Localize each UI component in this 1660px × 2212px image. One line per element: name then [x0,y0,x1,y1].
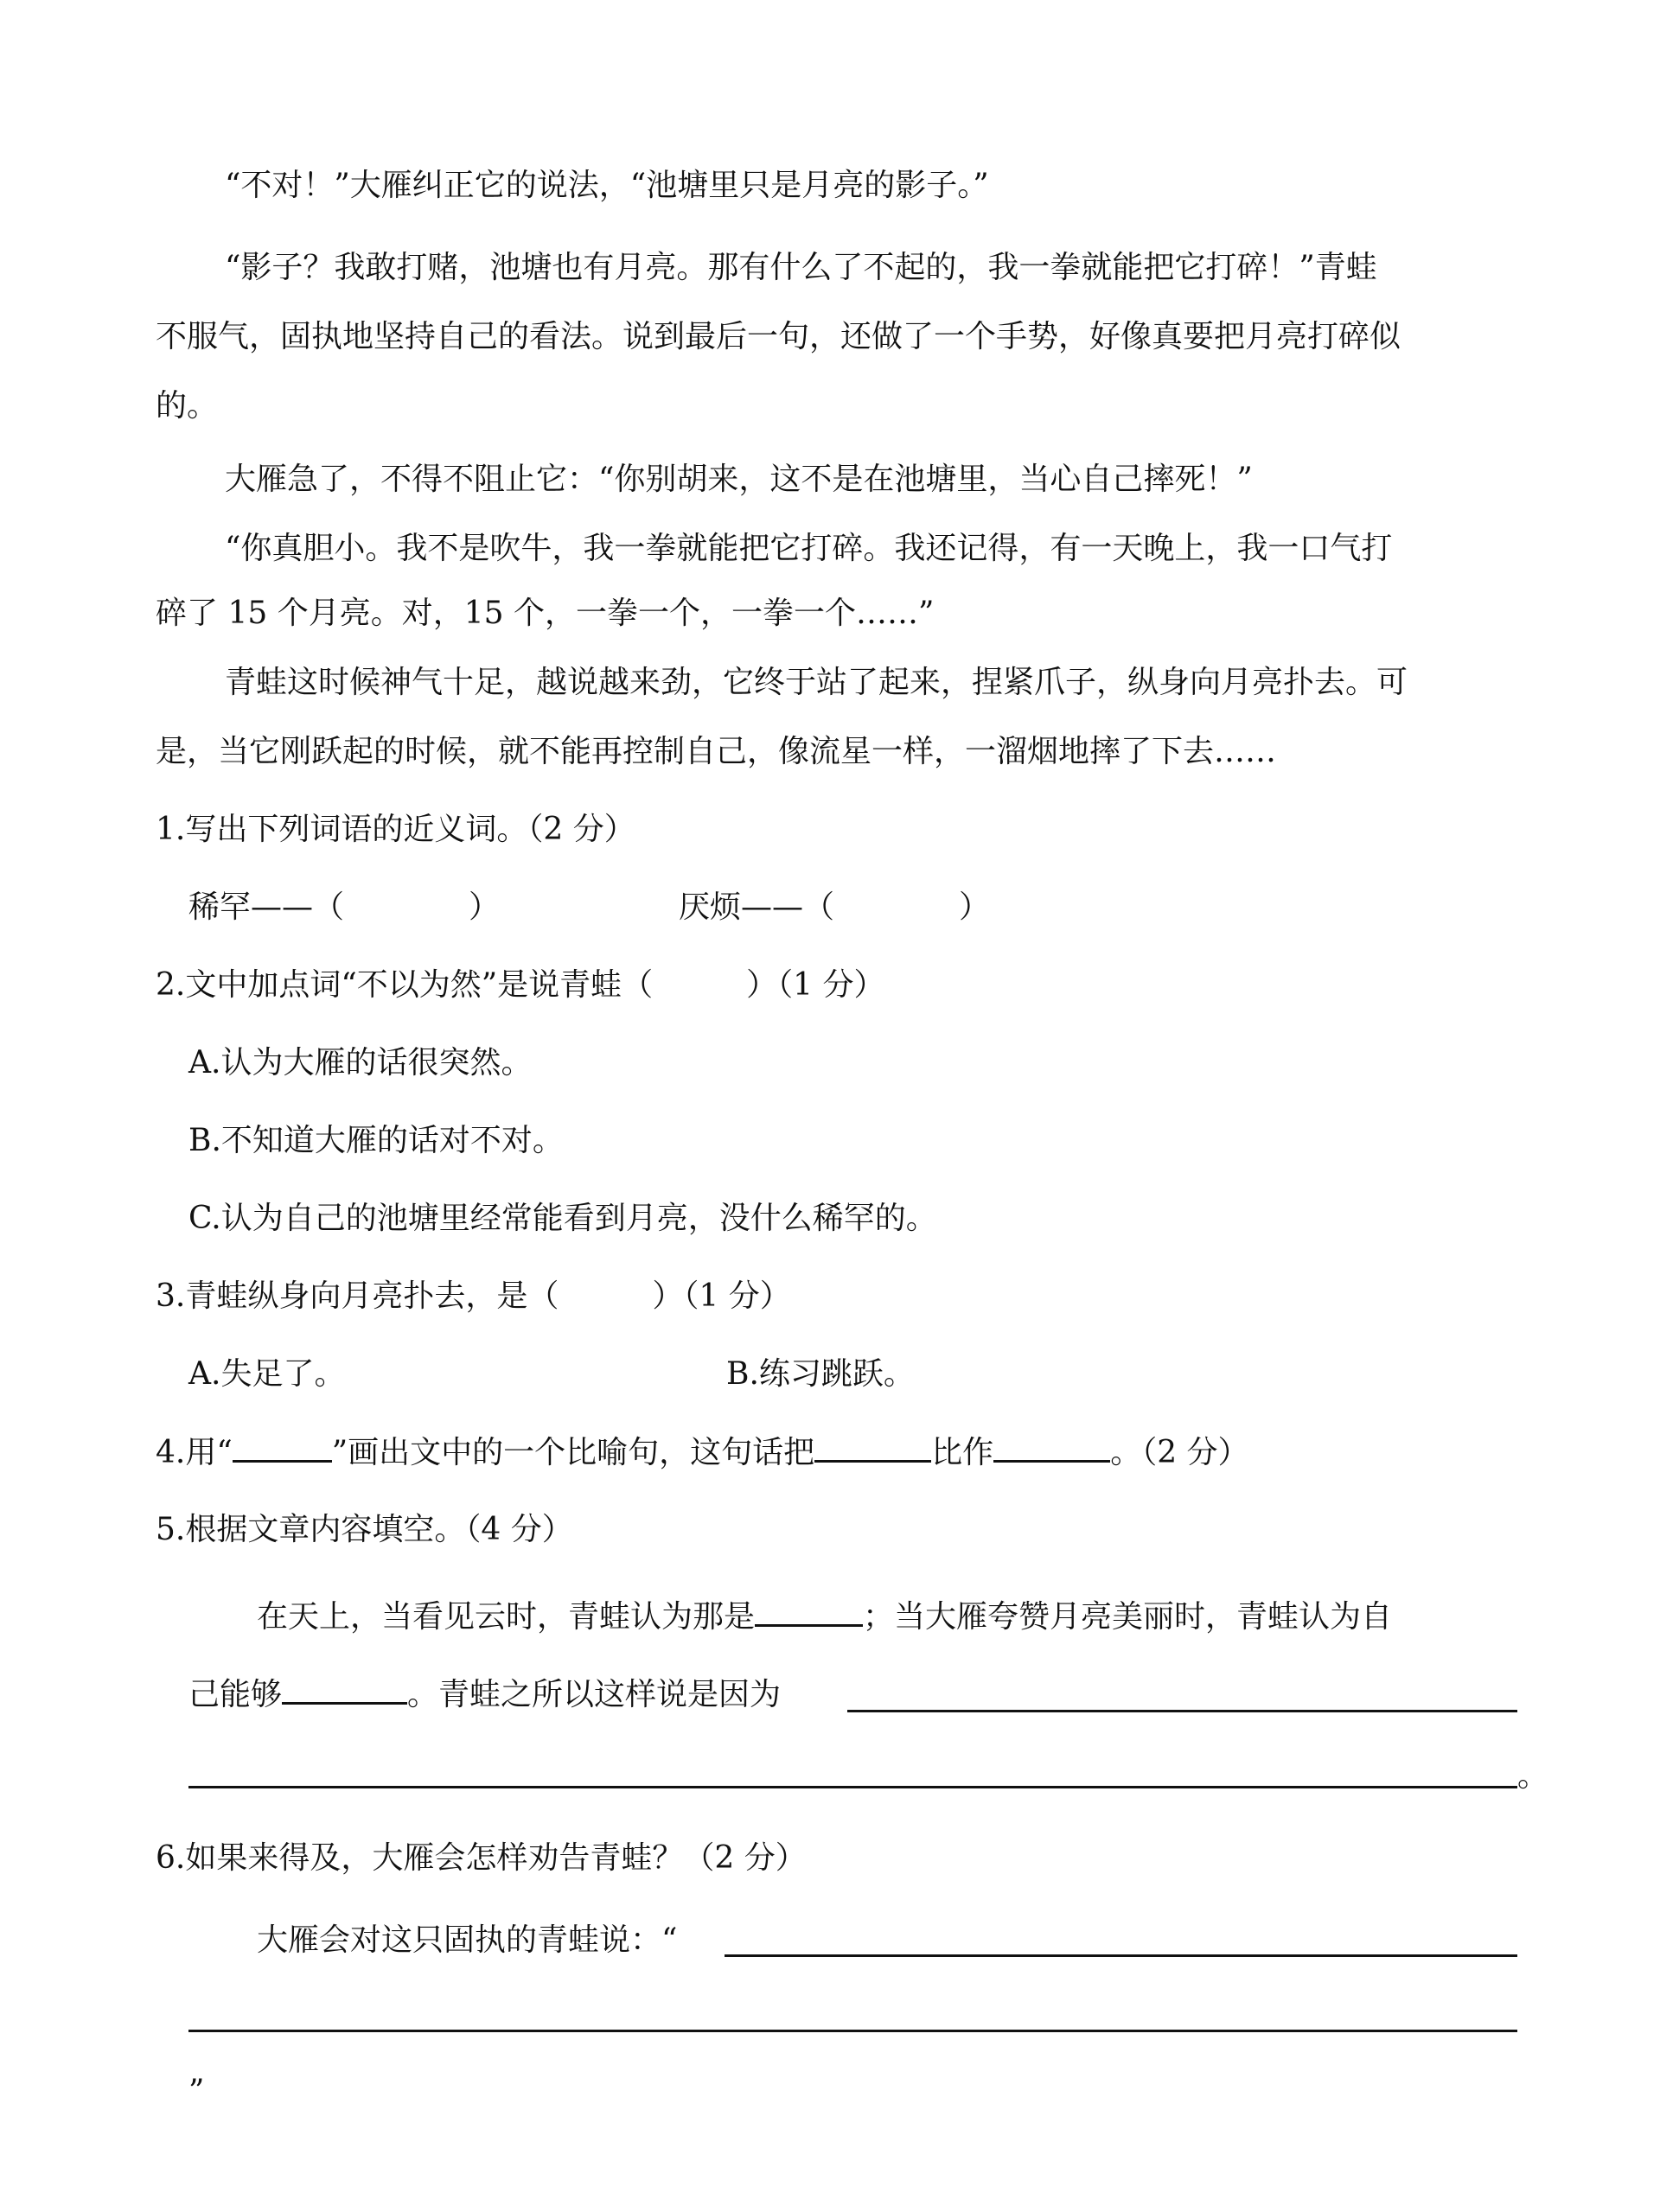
answer-blank-ability[interactable] [282,1673,407,1705]
underline-sample-blank[interactable] [233,1431,332,1463]
question-5-stem: 5.根据文章内容填空。（4 分） [156,1512,573,1547]
question-3-option-a[interactable]: A.失足了。 [188,1356,346,1392]
answer-blank-cloud[interactable] [755,1595,863,1627]
question-3-stem: 3.青蛙纵身向月亮扑去，是（ ）（1 分） [156,1278,791,1314]
passage-paragraph-4-line-2: 碎了 15 个月亮。对，15 个，一拳一个，一拳一个……” [156,596,935,631]
question-1-item-b[interactable]: 厌烦——（ ） [679,889,991,925]
question-4-text-2: ”画出文中的一个比喻句，这句话把 [331,1435,815,1470]
answer-blank-object[interactable] [993,1431,1110,1463]
passage-paragraph-2-line-2: 不服气，固执地坚持自己的看法。说到最后一句，还做了一个手势，好像真要把月亮打碎似 [156,319,1401,354]
answer-blank-subject[interactable] [814,1431,931,1463]
question-4-stem [156,1431,1249,1474]
passage-paragraph-1: “不对！”大雁纠正它的说法，“池塘里只是月亮的影子。” [225,168,989,203]
passage-paragraph-5-line-1: 青蛙这时候神气十足，越说越来劲，它终于站了起来，捏紧爪子，纵身向月亮扑去。可 [225,665,1408,700]
passage-paragraph-2-line-1: “影子？我敢打赌，池塘也有月亮。那有什么了不起的，我一拳就能把它打碎！”青蛙 [225,250,1377,285]
question-2-stem: 2.文中加点词“不以为然”是说青蛙（ ）（1 分） [156,967,885,1003]
answer-line-advice-continued[interactable] [188,2030,1517,2032]
passage-paragraph-3: 大雁急了，不得不阻止它：“你别胡来，这不是在池塘里，当心自己摔死！” [225,462,1253,497]
passage-paragraph-4-line-1: “你真胆小。我不是吹牛，我一拳就能把它打碎。我还记得，有一天晚上，我一口气打 [225,531,1393,566]
question-5-line-1 [257,1595,1392,1638]
question-2-option-c[interactable]: C.认为自己的池塘里经常能看到月亮，没什么稀罕的。 [188,1201,937,1236]
question-2-option-a[interactable]: A.认为大雁的话很突然。 [188,1045,533,1081]
answer-line-reason[interactable] [847,1710,1517,1712]
question-2-option-b[interactable]: B.不知道大雁的话对不对。 [188,1123,564,1158]
question-3-option-b[interactable]: B.练习跳跃。 [726,1356,915,1392]
question-1-item-a[interactable]: 稀罕——（ ） [188,889,501,925]
question-4-text-4: 。（2 分） [1110,1435,1249,1470]
question-6-stem: 6.如果来得及，大雁会怎样劝告青蛙？（2 分） [156,1840,807,1876]
passage-paragraph-2-line-3: 的。 [156,388,219,424]
question-5-text-3: 己能够 [188,1677,283,1712]
question-5-text-2: ；当大雁夸赞月亮美丽时，青蛙认为自 [863,1599,1393,1635]
question-5-text-1: 在天上，当看见云时，青蛙认为那是 [257,1599,756,1635]
answer-line-reason-continued[interactable] [188,1786,1517,1788]
question-5-end-mark: 。 [1517,1758,1549,1794]
question-5-text-4: 。青蛙之所以这样说是因为 [407,1677,782,1712]
question-6-closing-quote: ” [188,2074,205,2109]
question-4-text-1: 4.用“ [156,1435,233,1470]
question-4-text-3: 比作 [931,1435,994,1470]
question-5-line-2 [188,1673,781,1716]
question-1-stem: 1.写出下列词语的近义词。（2 分） [156,812,635,847]
question-6-line-1: 大雁会对这只固执的青蛙说：“ [257,1922,678,1958]
answer-line-advice[interactable] [725,1954,1517,1957]
passage-paragraph-5-line-2: 是，当它刚跃起的时候，就不能再控制自己，像流星一样，一溜烟地摔了下去…… [156,734,1277,769]
